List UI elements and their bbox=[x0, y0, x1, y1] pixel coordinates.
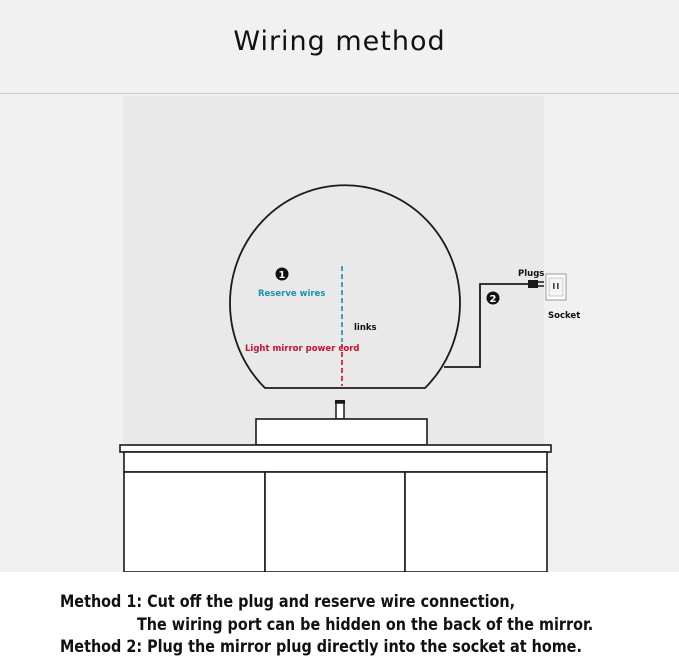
faucet-icon bbox=[335, 400, 345, 419]
cabinet-top-rail bbox=[124, 452, 547, 472]
bathroom-diagram bbox=[0, 94, 679, 572]
sink-basin bbox=[256, 419, 427, 445]
page-title: Wiring method bbox=[233, 26, 446, 57]
marker-1-text: 1 bbox=[278, 270, 286, 281]
power-cord-label: Light mirror power cord bbox=[245, 344, 360, 354]
socket-icon bbox=[546, 274, 566, 300]
links-label: links bbox=[354, 323, 377, 333]
cabinet-door-middle bbox=[265, 472, 405, 572]
socket-label: Socket bbox=[548, 311, 581, 321]
method-1-text: Method 1: Cut off the plug and reserve wire connection, bbox=[60, 592, 516, 612]
method-2-text: Method 2: Plug the mirror plug directly into the socket at home. bbox=[60, 637, 582, 657]
plugs-label: Plugs bbox=[518, 269, 545, 279]
wiring-diagram-svg bbox=[0, 94, 679, 572]
reserve-wires-label: Reserve wires bbox=[258, 289, 326, 299]
cabinet-door-left bbox=[124, 472, 265, 572]
header-bar bbox=[0, 0, 679, 94]
cabinet-door-right bbox=[405, 472, 547, 572]
marker-2-text: 2 bbox=[489, 294, 497, 305]
method-1-detail: The wiring port can be hidden on the back of the mirror. bbox=[137, 615, 594, 635]
countertop bbox=[120, 445, 551, 452]
method-instructions bbox=[0, 572, 679, 659]
